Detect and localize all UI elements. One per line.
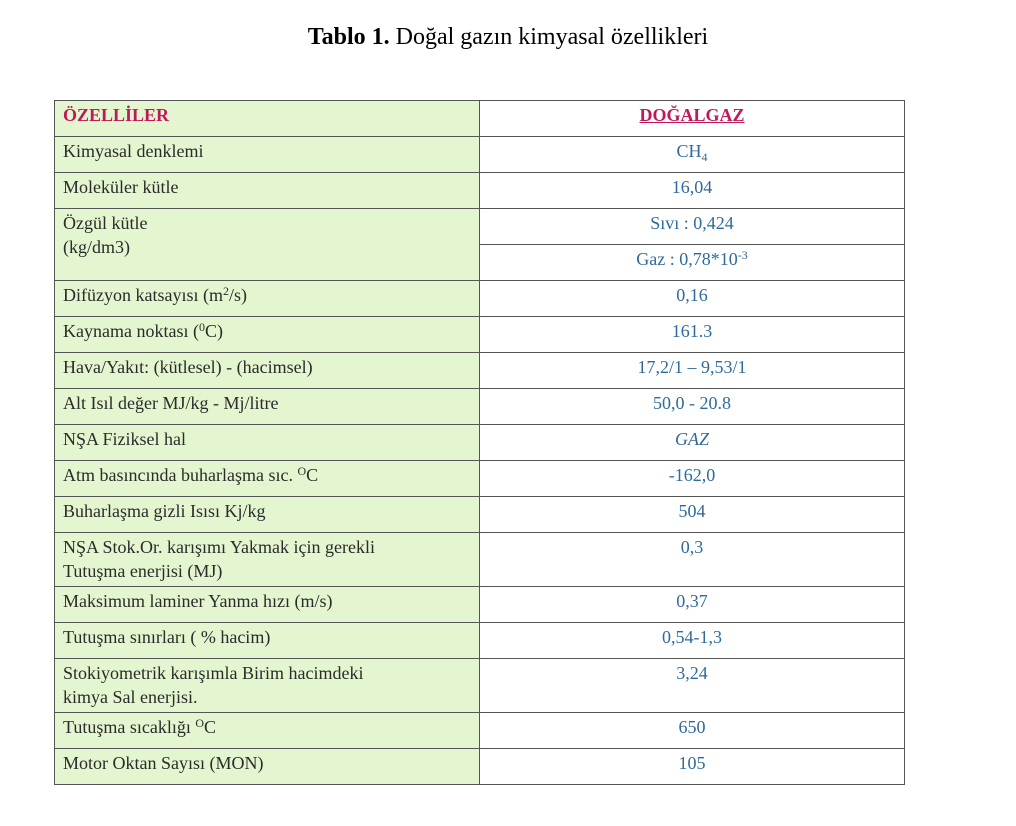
property-cell: Stokiyometrik karışımla Birim hacimdeki kimya Sal enerjisi. (55, 659, 480, 713)
table-row (55, 317, 905, 353)
value-cell: 161.3 (480, 317, 905, 353)
value-cell-liquid: Sıvı : 0,424 (480, 209, 905, 245)
property-cell: Difüzyon katsayısı $(m^2/s)$ (55, 281, 480, 317)
property-cell: Alt Isıl değer MJ/kg - Mj/litre (55, 389, 480, 425)
property-cell: Özgül kütle (kg/dm3) (55, 209, 480, 281)
property-cell: Motor Oktan Sayısı (MON) (55, 749, 480, 785)
table-row (55, 209, 905, 245)
value-cell: 50,0 - 20.8 (480, 389, 905, 425)
value-cell: 105 (480, 749, 905, 785)
table-row (55, 173, 905, 209)
value-cell-gas: Gaz : $0,78*10^{-3}$ (480, 245, 905, 281)
table-row (55, 425, 905, 461)
property-cell: Atm basıncında buharlaşma sıc. $^O$C (55, 461, 480, 497)
property-cell: Maksimum laminer Yanma hızı (m/s) (55, 587, 480, 623)
value-cell: GAZ (480, 425, 905, 461)
table-row (55, 461, 905, 497)
value-cell: 0,54-1,3 (480, 623, 905, 659)
value-cell: 17,2/1 – 9,53/1 (480, 353, 905, 389)
table-row (55, 587, 905, 623)
property-cell: NŞA Stok.Or. karışımı Yakmak için gerekli Tutuşma enerjisi (MJ) (55, 533, 480, 587)
value-cell: 650 (480, 713, 905, 749)
property-cell: Kaynama noktası ($^0$C) (55, 317, 480, 353)
property-cell: Buharlaşma gizli Isısı Kj/kg (55, 497, 480, 533)
table-row (55, 137, 905, 173)
property-cell: NŞA Fiziksel hal (55, 425, 480, 461)
caption-text: Doğal gazın kimyasal özellikleri (389, 24, 709, 50)
value-cell: 0,3 (480, 533, 905, 587)
table-row (55, 389, 905, 425)
header-natural-gas: DOĞALGAZ (480, 101, 905, 137)
caption-number: Tablo 1. (307, 24, 390, 50)
table-row (55, 353, 905, 389)
table-row (55, 749, 905, 785)
table-row (55, 497, 905, 533)
table-row (55, 713, 905, 749)
property-cell: Tutuşma sıcaklığı $^O$C (55, 713, 480, 749)
value-cell: 16,04 (480, 173, 905, 209)
table-row (55, 533, 905, 587)
table-caption (0, 24, 1016, 51)
table-row (55, 281, 905, 317)
header-properties: ÖZELLİLER (55, 101, 480, 137)
value-cell: 0,16 (480, 281, 905, 317)
value-cell: 3,24 (480, 659, 905, 713)
property-cell: Kimyasal denklemi (55, 137, 480, 173)
property-cell: Tutuşma sınırları ( % hacim) (55, 623, 480, 659)
properties-table (54, 100, 905, 785)
table-row (55, 623, 905, 659)
property-cell: Hava/Yakıt: (kütlesel) - (hacimsel) (55, 353, 480, 389)
property-cell: Moleküler kütle (55, 173, 480, 209)
value-cell: $CH_4$ (480, 137, 905, 173)
value-cell: 0,37 (480, 587, 905, 623)
table-header-row (55, 101, 905, 137)
value-cell: -162,0 (480, 461, 905, 497)
table-row (55, 659, 905, 713)
value-cell: 504 (480, 497, 905, 533)
